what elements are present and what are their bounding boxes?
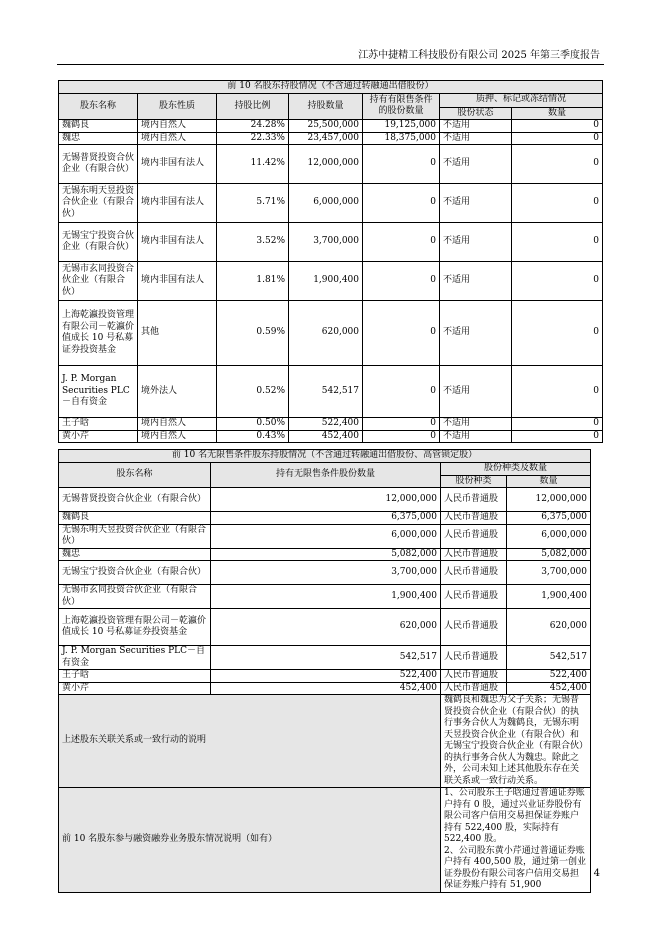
header-divider: [57, 64, 604, 65]
u-holding-qty: 6,375,000: [211, 512, 441, 525]
margin-trading-row: [59, 788, 591, 893]
margin-trading-label: 前 10 名股东参与融资融券业务股东情况说明（如有）: [59, 788, 441, 893]
shareholder-name: 无锡普贤投资合伙企业（有限合伙）: [59, 145, 138, 184]
holding-ratio: 0.50%: [217, 418, 289, 431]
pledge-qty: 0: [512, 418, 603, 431]
holding-qty: 23,457,000: [289, 132, 363, 145]
unrestricted-shareholders-table: [58, 449, 591, 893]
margin-trading-text: [441, 788, 591, 893]
pledge-qty: 0: [512, 366, 603, 418]
u-share-class-qty: 620,000: [507, 609, 591, 646]
u-share-class-qty: 1,900,400: [507, 585, 591, 609]
u-shareholder-name: 无锡东明天昱投资合伙企业（有限合伙）: [59, 524, 211, 548]
pledge-qty: 0: [512, 223, 603, 262]
share-status: 不适用: [440, 145, 512, 184]
u-share-class-qty: 5,082,000: [507, 548, 591, 561]
col-header-nature: 股东性质: [138, 93, 217, 120]
u-holding-qty: 522,400: [211, 670, 441, 683]
u-holding-qty: 12,000,000: [211, 488, 441, 512]
holding-qty: 1,900,400: [289, 262, 363, 301]
u-holding-qty: 6,000,000: [211, 524, 441, 548]
holding-ratio: 11.42%: [217, 145, 289, 184]
pledge-qty: 0: [512, 145, 603, 184]
u-share-class: 人民币普通股: [441, 512, 507, 525]
shareholder-nature: 境内自然人: [138, 120, 217, 133]
u-holding-qty: 620,000: [211, 609, 441, 646]
shareholder-nature: 境内非国有法人: [138, 145, 217, 184]
unrestricted-caption: 前 10 名无限售条件股东持股情况（不含通过转融通出借股份、高管锁定股）: [59, 450, 591, 463]
u-shareholder-name: 无锡市玄同投资合伙企业（有限合伙）: [59, 585, 211, 609]
related-parties-label: 上述股东关联关系或一致行动的说明: [59, 695, 441, 788]
u-shareholder-name: 王子晗: [59, 670, 211, 683]
pledge-qty: 0: [512, 430, 603, 443]
u-holding-qty: 542,517: [211, 646, 441, 670]
shareholder-nature: 境内自然人: [138, 418, 217, 431]
u-share-class-qty: 12,000,000: [507, 488, 591, 512]
share-status: 不适用: [440, 262, 512, 301]
table-row: [59, 366, 603, 418]
restricted-qty: 0: [363, 430, 440, 443]
table-row: [59, 132, 603, 145]
u-share-class: 人民币普通股: [441, 609, 507, 646]
share-status: 不适用: [440, 184, 512, 223]
shareholder-nature: 其他: [138, 301, 217, 366]
holding-qty: 25,500,000: [289, 120, 363, 133]
table-row: [59, 430, 603, 443]
table-row: [59, 548, 591, 561]
shareholder-name: 王子晗: [59, 418, 138, 431]
col-header-name: 股东名称: [59, 93, 138, 120]
pledge-qty: 0: [512, 262, 603, 301]
table-row: [59, 524, 591, 548]
u-holding-qty: 1,900,400: [211, 585, 441, 609]
shareholder-nature: 境内自然人: [138, 430, 217, 443]
share-status: 不适用: [440, 301, 512, 366]
holding-ratio: 0.59%: [217, 301, 289, 366]
shareholder-name: 魏鹤良: [59, 120, 138, 133]
u-holding-qty: 3,700,000: [211, 561, 441, 585]
holding-ratio: 1.81%: [217, 262, 289, 301]
share-status: 不适用: [440, 223, 512, 262]
shareholder-nature: 境内非国有法人: [138, 184, 217, 223]
report-header-title: 江苏中捷精工科技股份有限公司 2025 年第三季度报告: [358, 50, 600, 61]
u-shareholder-name: 魏鹤良: [59, 512, 211, 525]
margin-trading-text-1: 1、公司股东王子晗通过普通证券账户持有 0 股，通过兴业证券股份有限公司客户信用交易担保证券账户持有 522,400 股，实际持有 522,400 股。: [444, 788, 585, 844]
restricted-qty: 0: [363, 223, 440, 262]
table-row: [59, 512, 591, 525]
shareholder-nature: 境内自然人: [138, 132, 217, 145]
u-col-header-class: 股份种类: [441, 475, 507, 488]
restricted-qty: 19,125,000: [363, 120, 440, 133]
col-header-ratio: 持股比例: [217, 93, 289, 120]
table-row: [59, 145, 603, 184]
u-share-class: 人民币普通股: [441, 488, 507, 512]
pledge-qty: 0: [512, 184, 603, 223]
u-shareholder-name: J. P. Morgan Securities PLC－自有资金: [59, 646, 211, 670]
holding-qty: 6,000,000: [289, 184, 363, 223]
table-row: [59, 120, 603, 133]
shareholder-name: 上海乾瀛投资管理有限公司－乾瀛价值成长 10 号私募证券投资基金: [59, 301, 138, 366]
pledge-qty: 0: [512, 120, 603, 133]
table-row: [59, 609, 591, 646]
holding-ratio: 0.52%: [217, 366, 289, 418]
u-shareholder-name: 黄小芹: [59, 682, 211, 695]
u-col-header-name: 股东名称: [59, 463, 211, 488]
u-share-class: 人民币普通股: [441, 670, 507, 683]
table-row: [59, 646, 591, 670]
share-status: 不适用: [440, 430, 512, 443]
u-share-class-qty: 452,400: [507, 682, 591, 695]
u-col-header-qty: 持有无限售条件股份数量: [211, 463, 441, 488]
u-col-header-class-group: 股份种类及数量: [441, 463, 591, 476]
shareholder-name: 无锡市玄同投资合伙企业（有限合伙）: [59, 262, 138, 301]
holding-qty: 452,400: [289, 430, 363, 443]
table-row: [59, 301, 603, 366]
holding-qty: 542,517: [289, 366, 363, 418]
shareholder-nature: 境内非国有法人: [138, 262, 217, 301]
table-row: [59, 561, 591, 585]
u-col-header-class-qty: 数量: [507, 475, 591, 488]
pledge-qty: 0: [512, 301, 603, 366]
restricted-qty: 0: [363, 184, 440, 223]
table-row: [59, 223, 603, 262]
table-row: [59, 184, 603, 223]
u-holding-qty: 452,400: [211, 682, 441, 695]
share-status: 不适用: [440, 366, 512, 418]
u-shareholder-name: 上海乾瀛投资管理有限公司－乾瀛价值成长 10 号私募证券投资基金: [59, 609, 211, 646]
restricted-qty: 0: [363, 301, 440, 366]
share-status: 不适用: [440, 120, 512, 133]
u-shareholder-name: 无锡普贤投资合伙企业（有限合伙）: [59, 488, 211, 512]
shareholder-name: 黄小芹: [59, 430, 138, 443]
u-share-class-qty: 3,700,000: [507, 561, 591, 585]
table-row: [59, 585, 591, 609]
holding-ratio: 3.52%: [217, 223, 289, 262]
restricted-qty: 18,375,000: [363, 132, 440, 145]
holding-ratio: 24.28%: [217, 120, 289, 133]
shareholder-nature: 境内非国有法人: [138, 223, 217, 262]
shareholder-nature: 境外法人: [138, 366, 217, 418]
restricted-qty: 0: [363, 145, 440, 184]
shareholder-name: 魏忠: [59, 132, 138, 145]
u-share-class: 人民币普通股: [441, 524, 507, 548]
u-share-class-qty: 6,375,000: [507, 512, 591, 525]
holding-qty: 12,000,000: [289, 145, 363, 184]
table-row: [59, 670, 591, 683]
shareholder-name: 无锡宝宁投资合伙企业（有限合伙）: [59, 223, 138, 262]
holding-ratio: 5.71%: [217, 184, 289, 223]
holding-qty: 522,400: [289, 418, 363, 431]
holding-ratio: 22.33%: [217, 132, 289, 145]
restricted-qty: 0: [363, 366, 440, 418]
u-holding-qty: 5,082,000: [211, 548, 441, 561]
related-parties-row: [59, 695, 591, 788]
table-row: [59, 262, 603, 301]
u-share-class: 人民币普通股: [441, 682, 507, 695]
restricted-qty: 0: [363, 418, 440, 431]
share-status: 不适用: [440, 418, 512, 431]
col-header-pledge: 质押、标记或冻结情况: [440, 93, 603, 107]
u-share-class-qty: 522,400: [507, 670, 591, 683]
u-share-class: 人民币普通股: [441, 548, 507, 561]
holding-ratio: 0.43%: [217, 430, 289, 443]
u-share-class-qty: 542,517: [507, 646, 591, 670]
shareholder-name: 无锡东明天昱投资合伙企业（有限合伙）: [59, 184, 138, 223]
u-shareholder-name: 魏忠: [59, 548, 211, 561]
holding-qty: 3,700,000: [289, 223, 363, 262]
pledge-qty: 0: [512, 132, 603, 145]
share-status: 不适用: [440, 132, 512, 145]
col-header-qty: 持股数量: [289, 93, 363, 120]
table-row: [59, 682, 591, 695]
page-number: 4: [593, 868, 600, 879]
top10-caption: 前 10 名股东持股情况（不含通过转融通出借股份）: [59, 81, 603, 94]
top10-shareholders-table: [58, 80, 603, 443]
table-row: [59, 418, 603, 431]
u-shareholder-name: 无锡宝宁投资合伙企业（有限合伙）: [59, 561, 211, 585]
u-share-class: 人民币普通股: [441, 561, 507, 585]
related-parties-text: 魏鹤良和魏忠为父子关系；无锡普贤投资合伙企业（有限合伙）的执行事务合伙人为魏鹤良，无锡东明天昱投资合伙企业（有限合伙）和无锡宝宁投资合伙企业（有限合伙）的执行事务合伙人为魏忠。除此之外，公司未知上述其他股东存在关联关系或一致行动关系。: [441, 695, 591, 788]
col-header-pledge-qty: 数量: [512, 107, 603, 120]
margin-trading-text-2: 2、公司股东黄小芹通过普通证券账户持有 400,500 股，通过第一创业证券股份有限公司客户信用交易担保证券账户持有 51,900: [444, 845, 586, 890]
col-header-restricted: 持有有限售条件的股份数量: [363, 93, 440, 120]
u-share-class: 人民币普通股: [441, 646, 507, 670]
shareholder-name: J. P. Morgan Securities PLC－自有资金: [59, 366, 138, 418]
table-row: [59, 488, 591, 512]
holding-qty: 620,000: [289, 301, 363, 366]
restricted-qty: 0: [363, 262, 440, 301]
u-share-class: 人民币普通股: [441, 585, 507, 609]
col-header-status: 股份状态: [440, 107, 512, 120]
u-share-class-qty: 6,000,000: [507, 524, 591, 548]
